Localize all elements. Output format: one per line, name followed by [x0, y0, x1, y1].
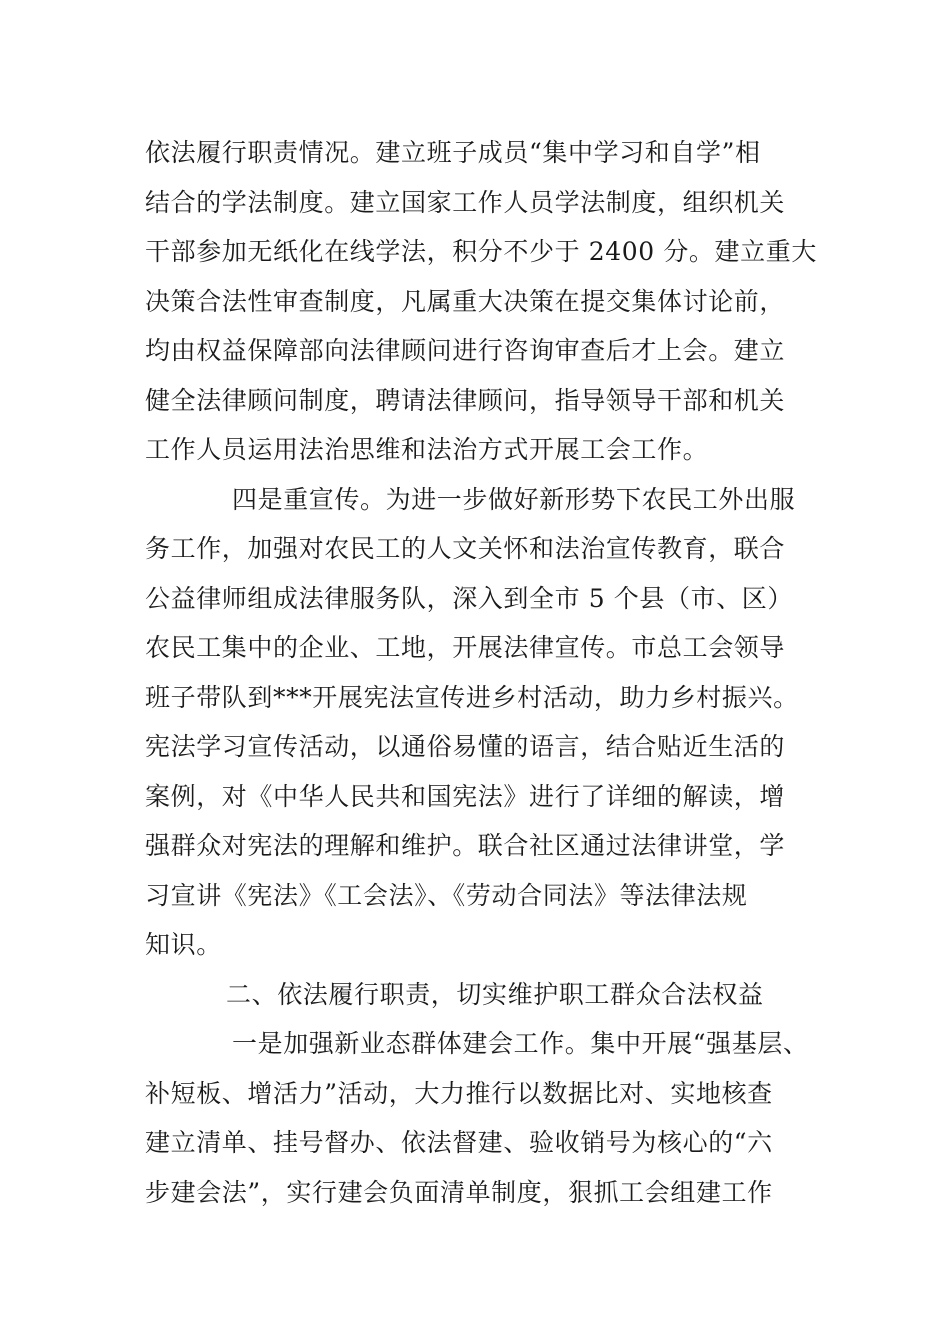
text-line: 结合的学法制度。建立国家工作人员学法制度，组织机关	[145, 188, 786, 217]
text-line: 务工作，加强对农民工的人文关怀和法治宣传教育，联合	[145, 534, 786, 563]
text-line: 补短板、增活力”活动，大力推行以数据比对、实地核查	[145, 1079, 773, 1108]
text-line: 均由权益保障部向法律顾问进行咨询审查后才上会。建立	[145, 336, 786, 365]
text-line: 农民工集中的企业、工地，开展法律宣传。市总工会领导	[145, 633, 786, 662]
text-line: 依法履行职责情况。建立班子成员“集中学习和自学”相	[145, 138, 761, 167]
text-line: 公益律师组成法律服务队，深入到全市 5 个县（市、区）	[145, 584, 794, 613]
text-line: 强群众对宪法的理解和维护。联合社区通过法律讲堂，学	[145, 831, 786, 860]
text-line: 工作人员运用法治思维和法治方式开展工会工作。	[145, 435, 709, 464]
paragraph-heading-line: 一是加强新业态群体建会工作。集中开展“强基层、	[232, 1029, 809, 1058]
text-line: 决策合法性审查制度，凡属重大决策在提交集体讨论前，	[145, 287, 786, 316]
section-heading: 二、依法履行职责，切实维护职工群众合法权益	[226, 980, 764, 1009]
text-line: 建立清单、挂号督办、依法督建、验收销号为核心的“六	[145, 1128, 773, 1157]
text-line: 案例，对《中华人民共和国宪法》进行了详细的解读，增	[145, 782, 786, 811]
paragraph-heading-line: 四是重宣传。为进一步做好新形势下农民工外出服	[232, 485, 796, 514]
text-line: 干部参加无纸化在线学法，积分不少于 2400 分。建立重大	[145, 237, 817, 266]
text-line: 健全法律顾问制度，聘请法律顾问，指导领导干部和机关	[145, 386, 786, 415]
text-line: 习宣讲《宪法》《工会法》、《劳动合同法》等法律法规	[145, 881, 748, 910]
text-line: 步建会法”，实行建会负面清单制度，狠抓工会组建工作	[145, 1178, 773, 1207]
text-line: 宪法学习宣传活动，以通俗易懂的语言，结合贴近生活的	[145, 732, 786, 761]
text-line: 知识。	[145, 930, 222, 959]
text-line: 班子带队到***开展宪法宣传进乡村活动，助力乡村振兴。	[145, 683, 799, 712]
